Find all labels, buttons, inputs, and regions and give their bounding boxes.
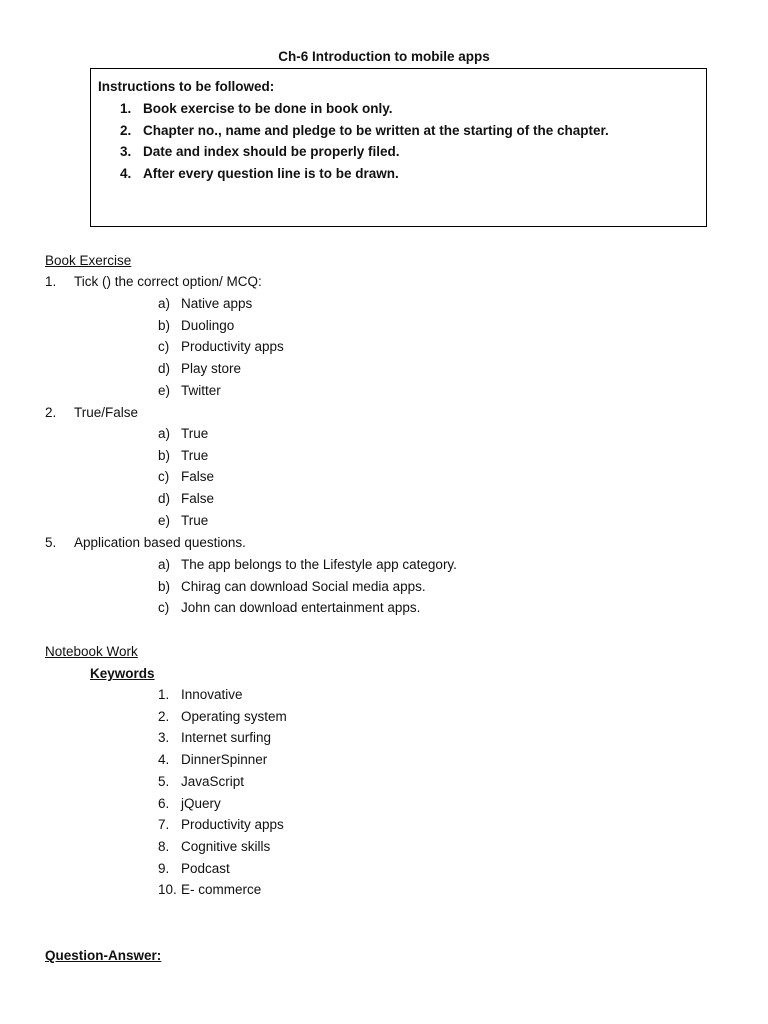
answer-text: True xyxy=(181,447,209,463)
page-title: Ch-6 Introduction to mobile apps xyxy=(278,49,490,64)
answer-item xyxy=(158,293,284,315)
answer-item xyxy=(158,423,214,445)
keyword-text: Productivity apps xyxy=(181,817,284,833)
question-text: True/False xyxy=(74,405,139,420)
keyword-number: 5. xyxy=(158,773,170,789)
question-text: Tick () the correct option/ MCQ: xyxy=(74,274,262,289)
answer-marker: a) xyxy=(158,557,171,572)
keyword-item xyxy=(158,684,287,706)
answer-marker: c) xyxy=(158,469,170,485)
question-1-answers xyxy=(158,293,284,402)
keyword-item xyxy=(158,749,287,771)
keyword-item xyxy=(158,814,287,836)
answer-item xyxy=(158,336,284,358)
answer-item xyxy=(158,488,214,510)
question-number: 5. xyxy=(45,535,57,550)
instructions-heading: Instructions to be followed: xyxy=(98,79,275,94)
answer-marker: d) xyxy=(158,361,171,377)
answer-item xyxy=(158,315,284,337)
instruction-number: 1. xyxy=(120,101,132,116)
answer-marker: e) xyxy=(158,382,171,398)
keyword-text: Cognitive skills xyxy=(181,838,271,854)
question-answer-heading: Question-Answer: xyxy=(45,948,162,963)
keyword-number: 6. xyxy=(158,795,170,811)
keyword-text: Podcast xyxy=(181,860,230,876)
answer-item xyxy=(158,445,214,467)
keyword-number: 1. xyxy=(158,687,170,702)
question-5 xyxy=(45,532,246,554)
instruction-number: 4. xyxy=(120,166,132,182)
keyword-text: Operating system xyxy=(181,708,287,724)
question-text: Application based questions. xyxy=(74,535,246,550)
keyword-number: 9. xyxy=(158,860,170,876)
keyword-text: jQuery xyxy=(181,795,221,811)
notebook-work-heading: Notebook Work xyxy=(45,644,138,659)
keyword-number: 2. xyxy=(158,708,170,724)
instructions-box xyxy=(90,68,707,227)
answer-text: Play store xyxy=(181,361,242,377)
answer-marker: a) xyxy=(158,426,171,441)
answer-text: John can download entertainment apps. xyxy=(181,600,421,616)
instruction-item xyxy=(91,141,609,163)
keyword-item xyxy=(158,793,287,815)
keyword-number: 7. xyxy=(158,817,170,833)
keyword-text: JavaScript xyxy=(181,773,245,789)
answer-text: Productivity apps xyxy=(181,339,284,355)
answer-marker: b) xyxy=(158,578,171,594)
keyword-number: 10. xyxy=(158,882,177,898)
keyword-text: E- commerce xyxy=(181,882,262,898)
instruction-text: Date and index should be properly filed. xyxy=(143,144,400,160)
instruction-item xyxy=(91,98,609,120)
keyword-item xyxy=(158,771,287,793)
keyword-text: Innovative xyxy=(181,687,243,702)
answer-text: True xyxy=(181,512,209,528)
answer-text: False xyxy=(181,491,215,507)
answer-text: Native apps xyxy=(181,296,253,311)
answer-marker: b) xyxy=(158,317,171,333)
instruction-text: After every question line is to be drawn. xyxy=(143,166,399,182)
answer-item xyxy=(158,466,214,488)
question-number: 1. xyxy=(45,274,57,289)
answer-text: Duolingo xyxy=(181,317,235,333)
answer-marker: c) xyxy=(158,600,170,616)
keyword-text: DinnerSpinner xyxy=(181,752,268,768)
instruction-number: 3. xyxy=(120,144,132,160)
keyword-item xyxy=(158,858,287,880)
answer-marker: b) xyxy=(158,447,171,463)
answer-text: Twitter xyxy=(181,382,221,398)
keyword-number: 4. xyxy=(158,752,170,768)
instruction-text: Book exercise to be done in book only. xyxy=(143,101,393,116)
instruction-item xyxy=(91,163,609,185)
keyword-item xyxy=(158,879,287,901)
instruction-text: Chapter no., name and pledge to be written at the starting of the chapter. xyxy=(143,122,609,138)
keyword-number: 8. xyxy=(158,838,170,854)
answer-marker: c) xyxy=(158,339,170,355)
answer-text: Chirag can download Social media apps. xyxy=(181,578,426,594)
answer-item xyxy=(158,358,284,380)
question-2 xyxy=(45,402,138,424)
answer-text: False xyxy=(181,469,215,485)
answer-marker: e) xyxy=(158,512,171,528)
answer-item xyxy=(158,380,284,402)
question-1 xyxy=(45,271,262,293)
answer-item xyxy=(158,510,214,532)
instruction-number: 2. xyxy=(120,122,132,138)
keyword-item xyxy=(158,836,287,858)
keyword-item xyxy=(158,706,287,728)
answer-text: True xyxy=(181,426,209,441)
instruction-item xyxy=(91,120,609,142)
keyword-text: Internet surfing xyxy=(181,730,272,746)
answer-text: The app belongs to the Lifestyle app category. xyxy=(181,557,457,572)
book-exercise-heading: Book Exercise xyxy=(45,253,132,268)
answer-item xyxy=(158,576,457,598)
answer-marker: a) xyxy=(158,296,171,311)
answer-marker: d) xyxy=(158,491,171,507)
answer-item xyxy=(158,597,457,619)
instructions-list xyxy=(91,98,609,185)
keywords-list xyxy=(158,684,287,901)
question-number: 2. xyxy=(45,405,57,420)
keyword-item xyxy=(158,727,287,749)
question-2-answers xyxy=(158,423,214,532)
keyword-number: 3. xyxy=(158,730,170,746)
answer-item xyxy=(158,554,457,576)
question-5-answers xyxy=(158,554,457,619)
keywords-heading: Keywords xyxy=(90,666,155,681)
